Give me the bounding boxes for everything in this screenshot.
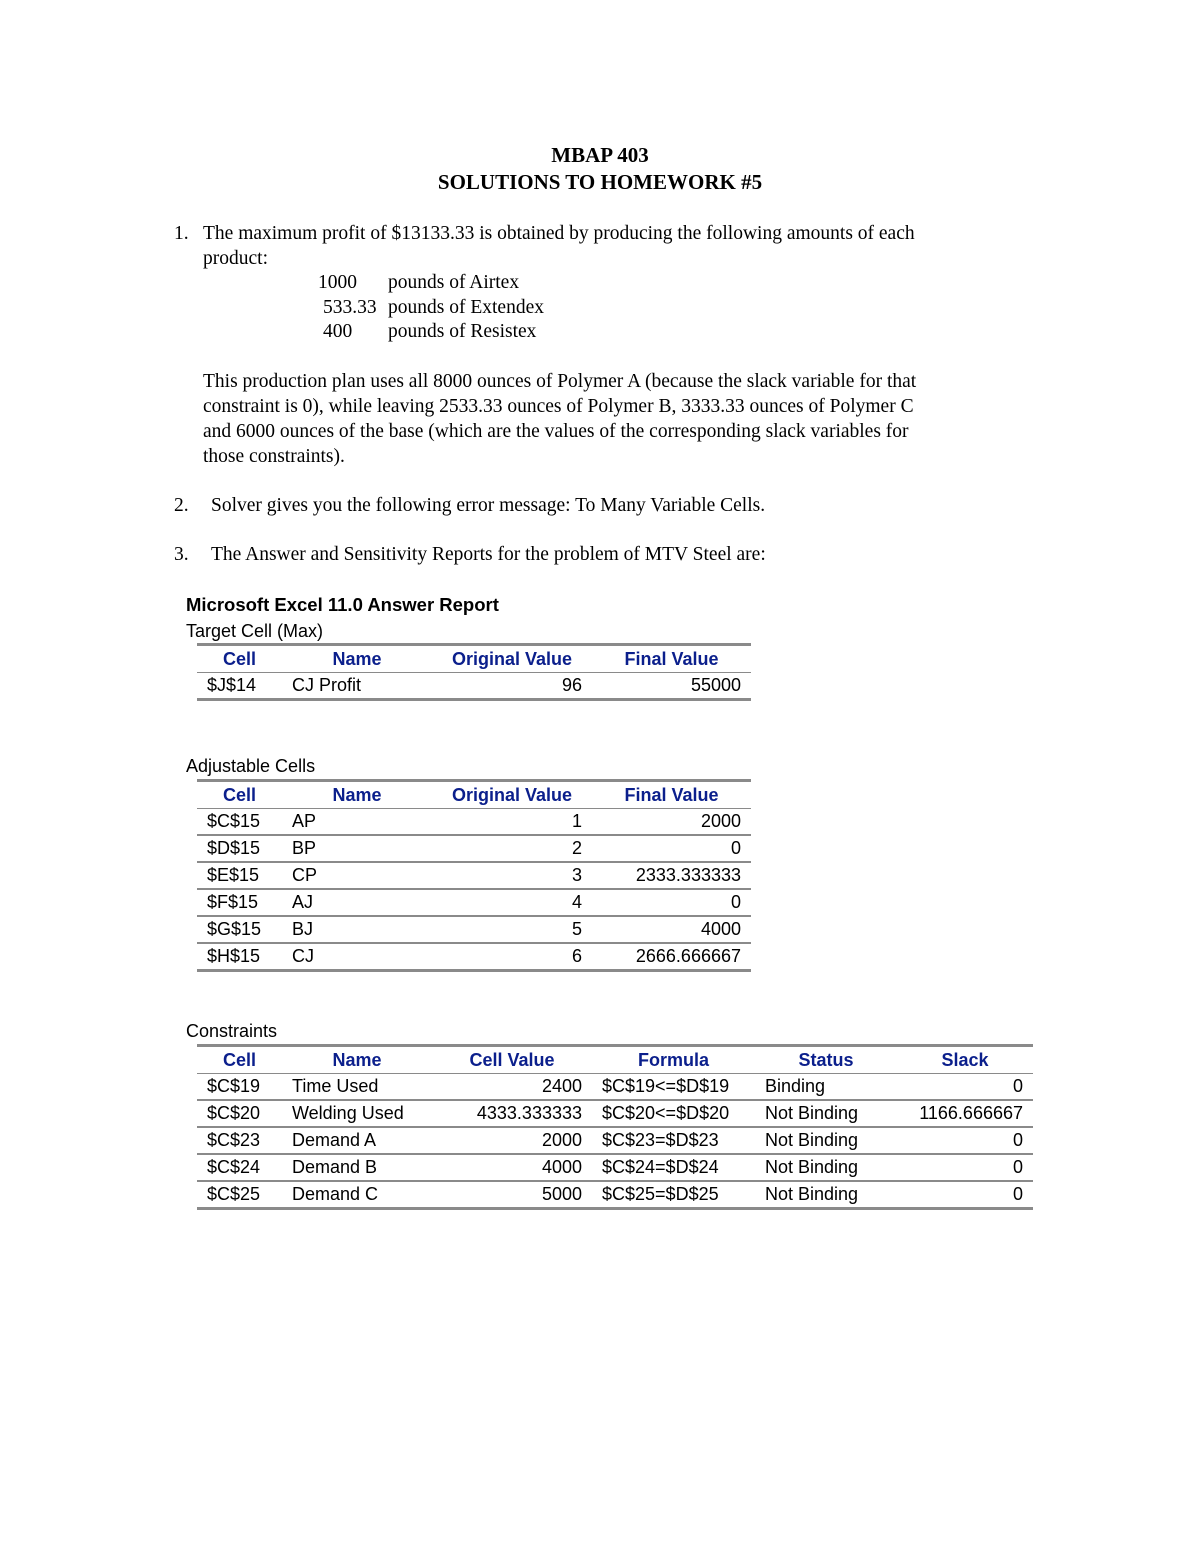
column-header: Original Value [432, 645, 592, 673]
cell-ref: $C$25 [197, 1181, 282, 1209]
table-row [197, 809, 751, 836]
column-header: Cell Value [432, 1046, 592, 1074]
table-row [197, 1074, 1033, 1101]
final-value: 2666.666667 [592, 943, 751, 971]
question-3-number: 3. [174, 544, 189, 565]
adjustable-cells-label: Adjustable Cells [186, 756, 316, 776]
table-row [197, 862, 751, 889]
cell-value: 2000 [432, 1127, 592, 1154]
question-2-number: 2. [174, 495, 189, 516]
target-cell-label: Target Cell (Max) [186, 621, 324, 641]
cell-name: Time Used [282, 1074, 432, 1101]
table-header-row [197, 781, 751, 809]
column-header: Cell [197, 1046, 282, 1074]
cell-name: Demand B [282, 1154, 432, 1181]
cell-ref: $C$19 [197, 1074, 282, 1101]
cell-name: AJ [282, 889, 432, 916]
table-row [197, 673, 751, 700]
paragraph-line: and 6000 ounces of the base (which are the values of the corresponding slack variables for [203, 421, 909, 442]
amount-value: 1000 [318, 272, 357, 293]
final-value: 0 [592, 835, 751, 862]
amount-label: pounds of Resistex [388, 321, 537, 342]
table-row [197, 1181, 1033, 1209]
final-value: 0 [592, 889, 751, 916]
slack: 1166.666667 [897, 1100, 1033, 1127]
column-header: Slack [897, 1046, 1033, 1074]
cell-ref: $J$14 [197, 673, 282, 700]
final-value: 4000 [592, 916, 751, 943]
column-header: Formula [592, 1046, 755, 1074]
original-value: 2 [432, 835, 592, 862]
cell-ref: $G$15 [197, 916, 282, 943]
table-header-row [197, 1046, 1033, 1074]
original-value: 6 [432, 943, 592, 971]
report-title: Microsoft Excel 11.0 Answer Report [186, 594, 499, 615]
slack: 0 [897, 1127, 1033, 1154]
table-header-row [197, 645, 751, 673]
cell-name: CJ Profit [282, 673, 432, 700]
cell-name: AP [282, 809, 432, 836]
column-header: Original Value [432, 781, 592, 809]
column-header: Status [755, 1046, 897, 1074]
table-row [197, 1100, 1033, 1127]
cell-name: CJ [282, 943, 432, 971]
formula: $C$23=$D$23 [592, 1127, 755, 1154]
document-title: MBAP 403 [551, 143, 649, 167]
table-row [197, 1154, 1033, 1181]
column-header: Final Value [592, 781, 751, 809]
cell-ref: $C$15 [197, 809, 282, 836]
amount-label: pounds of Airtex [388, 272, 520, 293]
slack: 0 [897, 1074, 1033, 1101]
table-row [197, 916, 751, 943]
table-row [197, 943, 751, 971]
amount-value: 400 [323, 321, 353, 342]
slack: 0 [897, 1181, 1033, 1209]
original-value: 1 [432, 809, 592, 836]
column-header: Name [282, 781, 432, 809]
target-cell-table [197, 643, 751, 701]
question-3-text: The Answer and Sensitivity Reports for the problem of MTV Steel are: [211, 544, 766, 565]
status: Binding [755, 1074, 897, 1101]
constraints-label: Constraints [186, 1021, 278, 1041]
paragraph-line: constraint is 0), while leaving 2533.33 ounces of Polymer B, 3333.33 ounces of Polymer C [203, 396, 914, 417]
column-header: Final Value [592, 645, 751, 673]
column-header: Name [282, 645, 432, 673]
cell-name: Demand A [282, 1127, 432, 1154]
final-value: 55000 [592, 673, 751, 700]
cell-name: Demand C [282, 1181, 432, 1209]
cell-name: Welding Used [282, 1100, 432, 1127]
adjustable-cells-table [197, 779, 751, 972]
constraints-table [197, 1044, 1033, 1210]
original-value: 5 [432, 916, 592, 943]
question-1-number: 1. [174, 223, 189, 244]
slack: 0 [897, 1154, 1033, 1181]
final-value: 2333.333333 [592, 862, 751, 889]
cell-value: 4333.333333 [432, 1100, 592, 1127]
original-value: 96 [432, 673, 592, 700]
formula: $C$20<=$D$20 [592, 1100, 755, 1127]
status: Not Binding [755, 1154, 897, 1181]
formula: $C$24=$D$24 [592, 1154, 755, 1181]
status: Not Binding [755, 1127, 897, 1154]
original-value: 4 [432, 889, 592, 916]
formula: $C$25=$D$25 [592, 1181, 755, 1209]
paragraph-line: This production plan uses all 8000 ounces of Polymer A (because the slack variable for that [203, 371, 917, 392]
amount-value: 533.33 [323, 297, 377, 318]
document-subtitle: SOLUTIONS TO HOMEWORK #5 [437, 170, 763, 194]
cell-value: 2400 [432, 1074, 592, 1101]
column-header: Cell [197, 645, 282, 673]
table-row [197, 889, 751, 916]
cell-ref: $D$15 [197, 835, 282, 862]
amount-label: pounds of Extendex [388, 297, 544, 318]
cell-ref: $F$15 [197, 889, 282, 916]
table-row [197, 835, 751, 862]
paragraph-line: those constraints). [203, 446, 345, 467]
cell-value: 4000 [432, 1154, 592, 1181]
cell-name: BP [282, 835, 432, 862]
question-1-line: The maximum profit of $13133.33 is obtained by producing the following amounts of each [203, 223, 915, 244]
original-value: 3 [432, 862, 592, 889]
question-1-line: product: [203, 248, 268, 269]
table-row [197, 1127, 1033, 1154]
cell-ref: $C$20 [197, 1100, 282, 1127]
cell-ref: $E$15 [197, 862, 282, 889]
formula: $C$19<=$D$19 [592, 1074, 755, 1101]
cell-name: CP [282, 862, 432, 889]
column-header: Cell [197, 781, 282, 809]
cell-value: 5000 [432, 1181, 592, 1209]
final-value: 2000 [592, 809, 751, 836]
question-2-text: Solver gives you the following error message: To Many Variable Cells. [211, 495, 766, 516]
cell-ref: $C$24 [197, 1154, 282, 1181]
status: Not Binding [755, 1100, 897, 1127]
cell-ref: $H$15 [197, 943, 282, 971]
cell-ref: $C$23 [197, 1127, 282, 1154]
cell-name: BJ [282, 916, 432, 943]
status: Not Binding [755, 1181, 897, 1209]
column-header: Name [282, 1046, 432, 1074]
